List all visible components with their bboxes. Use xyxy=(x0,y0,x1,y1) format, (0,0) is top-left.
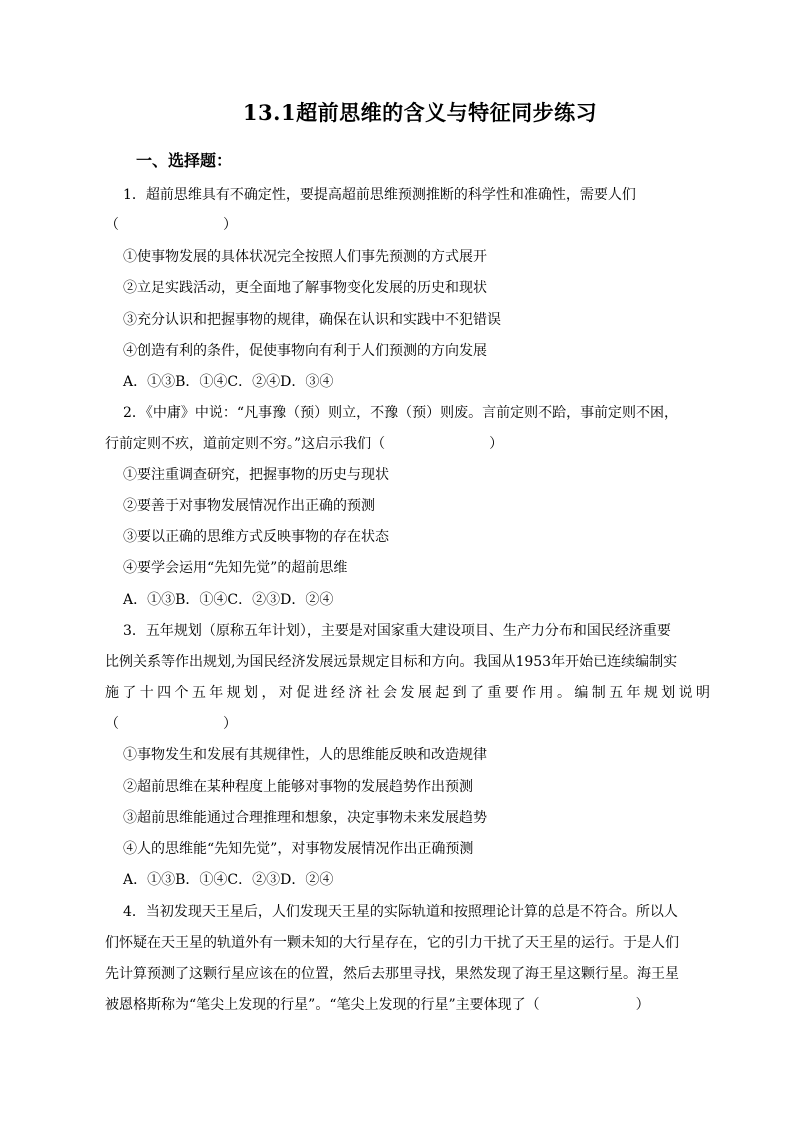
question-3-option-1: ①事物发生和发展有其规律性，人的思维能反映和改造规律 xyxy=(123,747,487,763)
question-4-stem-line-4 xyxy=(105,995,710,1015)
question-3-choices: A．①③B．①④C．②③D．②④ xyxy=(123,872,334,888)
question-3-option-4: ④人的思维能“先知先觉”，对事物发展情况作出正确预测 xyxy=(123,841,474,857)
question-1-choices: A．①③B．①④C．②④D．③④ xyxy=(123,374,334,390)
question-2-option-1: ①要注重调查研究，把握事物的历史与现状 xyxy=(123,467,389,483)
open-paren: （ xyxy=(105,716,119,732)
page-title: 13.1超前思维的含义与特征同步练习 xyxy=(242,100,598,125)
question-2-stem-line-1: 2．《中庸》中说：“凡事豫（预）则立，不豫（预）则废。言前定则不跲，事前定则不困， xyxy=(123,405,679,421)
question-2-stem-line-2 xyxy=(105,434,710,454)
question-2-option-3: ③要以正确的思维方式反映事物的存在状态 xyxy=(123,529,389,545)
close-paren: ） xyxy=(635,997,650,1013)
question-1-stem-line-1: 1．超前思维具有不确定性，要提高超前思维预测推断的科学性和准确性，需要人们 xyxy=(123,187,636,203)
question-1-option-3: ③充分认识和把握事物的规律，确保在认识和实践中不犯错误 xyxy=(123,312,501,328)
close-paren: ） xyxy=(223,716,237,732)
question-2-option-2: ②要善于对事物发展情况作出正确的预测 xyxy=(123,498,375,514)
close-paren: ） xyxy=(223,217,237,233)
question-1-option-1: ①使事物发展的具体状况完全按照人们事先预测的方式展开 xyxy=(123,249,487,265)
close-paren: ） xyxy=(489,436,504,452)
question-2-stem-text: 行前定则不疚，道前定则不穷。”这启示我们（ xyxy=(105,436,386,452)
question-3-answer-blank xyxy=(105,714,710,734)
question-3-stem-line-1: 3．五年规划（原称五年计划），主要是对国家重大建设项目、生产力分布和国民经济重要 xyxy=(123,623,671,639)
question-4-stem-line-2: 们怀疑在天王星的轨道外有一颗未知的大行星存在，它的引力干扰了天王星的运行。于是人们 xyxy=(105,935,679,951)
question-4-stem-line-3: 先计算预测了这颗行星应该在的位置，然后去那里寻找，果然发现了海王星这颗行星。海王星 xyxy=(105,966,679,982)
question-1-option-2: ②立足实践活动，更全面地了解事物变化发展的历史和现状 xyxy=(123,280,487,296)
question-4-stem-line-1: 4．当初发现天王星后，人们发现天王星的实际轨道和按照理论计算的总是不符合。所以人 xyxy=(123,904,678,920)
question-2-choices: A．①③B．①④C．②③D．②④ xyxy=(123,592,334,608)
question-3-stem-line-2: 比例关系等作出规划,为国民经济发展远景规定目标和方向。我国从1953年开始已连续编制实 xyxy=(105,654,678,670)
section-heading: 一、选择题： xyxy=(136,151,233,170)
question-3-option-2: ②超前思维在某种程度上能够对事物的发展趋势作出预测 xyxy=(123,779,473,795)
open-paren: （ xyxy=(105,217,119,233)
question-4-stem-text: 被恩格斯称为“笔尖上发现的行星”。“笔尖上发现的行星”主要体现了（ xyxy=(105,997,540,1013)
question-2-option-4: ④要学会运用“先知先觉”的超前思维 xyxy=(123,560,348,576)
question-1-answer-blank xyxy=(105,215,710,235)
question-3-stem-line-3: 施了十四个五年规划，对促进经济社会发展起到了重要作用。编制五年规划说明 xyxy=(105,685,710,701)
question-3-option-3: ③超前思维能通过合理推理和想象，决定事物未来发展趋势 xyxy=(123,810,487,826)
question-1-option-4: ④创造有利的条件，促使事物向有利于人们预测的方向发展 xyxy=(123,343,487,359)
